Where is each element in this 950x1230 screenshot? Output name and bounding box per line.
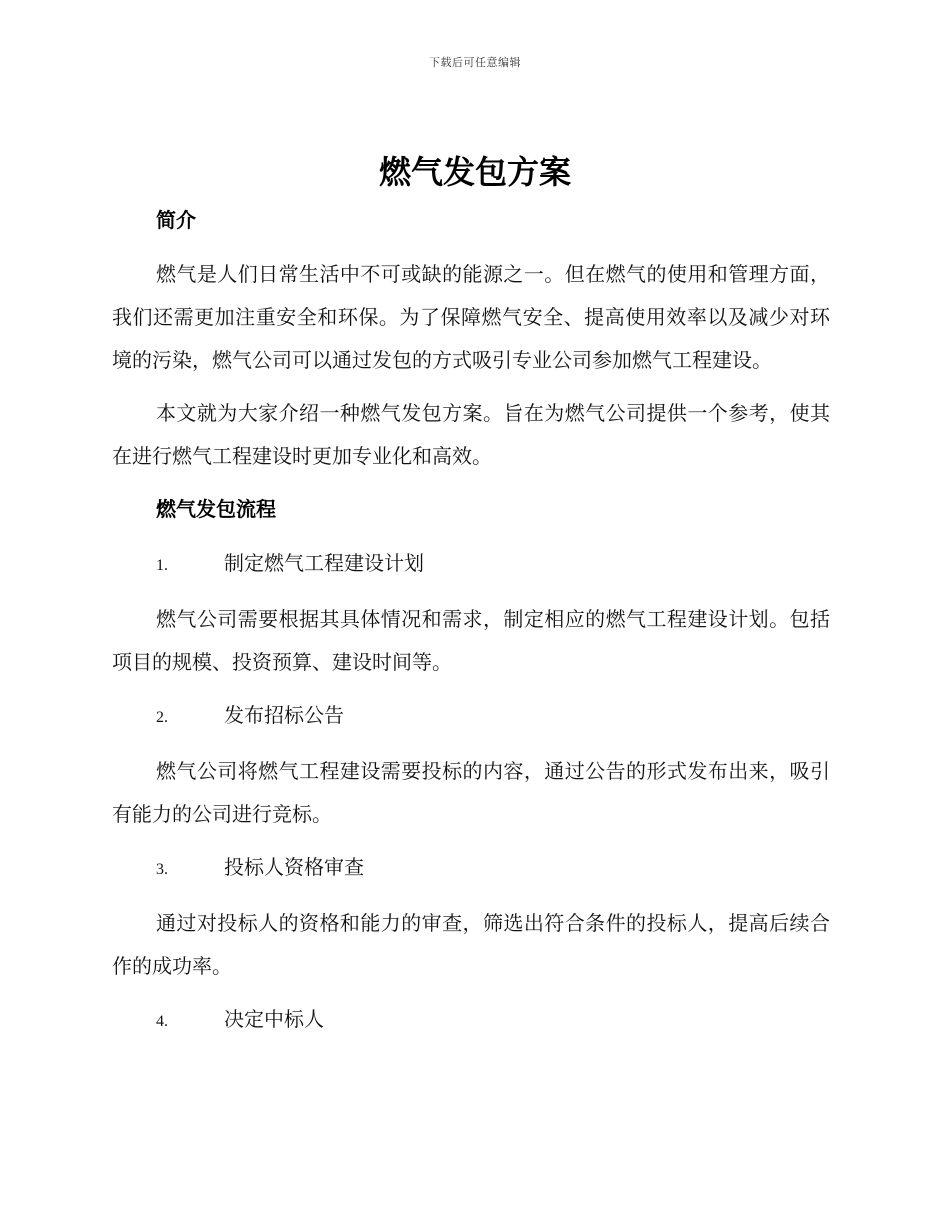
- step-number: 1.: [156, 557, 168, 574]
- step-description: 燃气公司将燃气工程建设需要投标的内容，通过公告的形式发布出来，吸引有能力的公司进行竞标。: [112, 759, 830, 826]
- intro-paragraph: 本文就为大家介绍一种燃气发包方案。旨在为燃气公司提供一个参考，使其在进行燃气工程建设时更加专业化和高效。: [112, 401, 830, 468]
- intro-paragraph: 燃气是人们日常生活中不可或缺的能源之一。但在燃气的使用和管理方面，我们还需更加注重安全和环保。为了保障燃气安全、提高使用效率以及减少对环境的污染，燃气公司可以通过发包的方式吸引专业公司参加燃气工程建设。: [112, 262, 830, 372]
- step-title: 制定燃气工程建设计划: [224, 551, 424, 575]
- process-step: [112, 695, 830, 738]
- process-step: [112, 543, 830, 586]
- step-description: 燃气公司需要根据其具体情况和需求，制定相应的燃气工程建设计划。包括项目的规模、投资预算、建设时间等。: [112, 607, 830, 674]
- document-body: [112, 200, 830, 1042]
- process-step: [112, 847, 830, 890]
- section-heading-intro: 简介: [156, 208, 196, 232]
- header-note: 下载后可任意编辑: [429, 56, 521, 69]
- step-number: 4.: [156, 1013, 168, 1030]
- step-title: 投标人资格审查: [224, 855, 364, 879]
- process-step: [112, 999, 830, 1042]
- step-number: 3.: [156, 861, 168, 878]
- step-number: 2.: [156, 709, 168, 726]
- section-heading-process: 燃气发包流程: [156, 497, 276, 521]
- step-title: 决定中标人: [224, 1007, 324, 1031]
- step-title: 发布招标公告: [224, 703, 344, 727]
- step-description: 通过对投标人的资格和能力的审查，筛选出符合条件的投标人，提高后续合作的成功率。: [112, 911, 830, 978]
- document-title: 燃气发包方案: [378, 153, 571, 191]
